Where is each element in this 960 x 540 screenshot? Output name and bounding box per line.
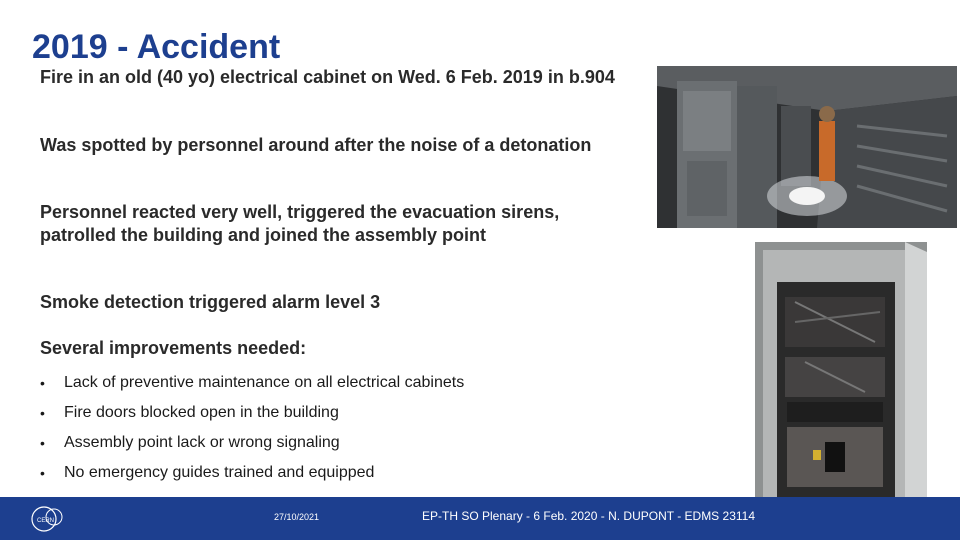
list-item-text: Assembly point lack or wrong signaling bbox=[64, 434, 340, 451]
paragraph-improvements: Several improvements needed: bbox=[40, 338, 307, 358]
bullet-icon: • bbox=[40, 435, 45, 451]
list-item bbox=[40, 398, 464, 428]
bullet-icon: • bbox=[40, 465, 45, 481]
burned-cabinet-drawing bbox=[755, 242, 927, 535]
paragraph-personnel: Personnel reacted very well, triggered the evacuation sirens, patrolled the building and joined the assembly point bbox=[40, 202, 560, 245]
footer-text: EP-TH SO Plenary - 6 Feb. 2020 - N. DUPONT - EDMS 23114 bbox=[422, 509, 755, 523]
paragraph-fire: Fire in an old (40 yo) electrical cabinet on Wed. 6 Feb. 2019 in b.904 bbox=[40, 67, 615, 87]
cern-logo bbox=[30, 504, 66, 534]
footer-bar bbox=[0, 497, 960, 540]
list-item bbox=[40, 368, 464, 398]
bullet-icon: • bbox=[40, 405, 45, 421]
footer-date: 27/10/2021 bbox=[274, 512, 320, 522]
paragraph-spotted: Was spotted by personnel around after the noise of a detonation bbox=[40, 135, 592, 155]
corridor-photo bbox=[657, 66, 957, 228]
list-item bbox=[40, 458, 464, 488]
list-item-text: No emergency guides trained and equipped bbox=[64, 464, 375, 481]
list-item-text: Fire doors blocked open in the building bbox=[64, 404, 339, 421]
list-item bbox=[40, 428, 464, 458]
slide-title: 2019 - Accident bbox=[32, 28, 281, 66]
svg-text:CERN: CERN bbox=[37, 518, 55, 524]
list-item-text: Lack of preventive maintenance on all electrical cabinets bbox=[64, 374, 465, 391]
bullet-icon: • bbox=[40, 375, 45, 391]
burned-cabinet-photo bbox=[755, 242, 927, 535]
corridor-photo-drawing bbox=[657, 66, 957, 228]
cern-logo-icon bbox=[30, 504, 66, 534]
improvements-list bbox=[40, 368, 464, 488]
paragraph-smoke: Smoke detection triggered alarm level 3 bbox=[40, 292, 381, 312]
